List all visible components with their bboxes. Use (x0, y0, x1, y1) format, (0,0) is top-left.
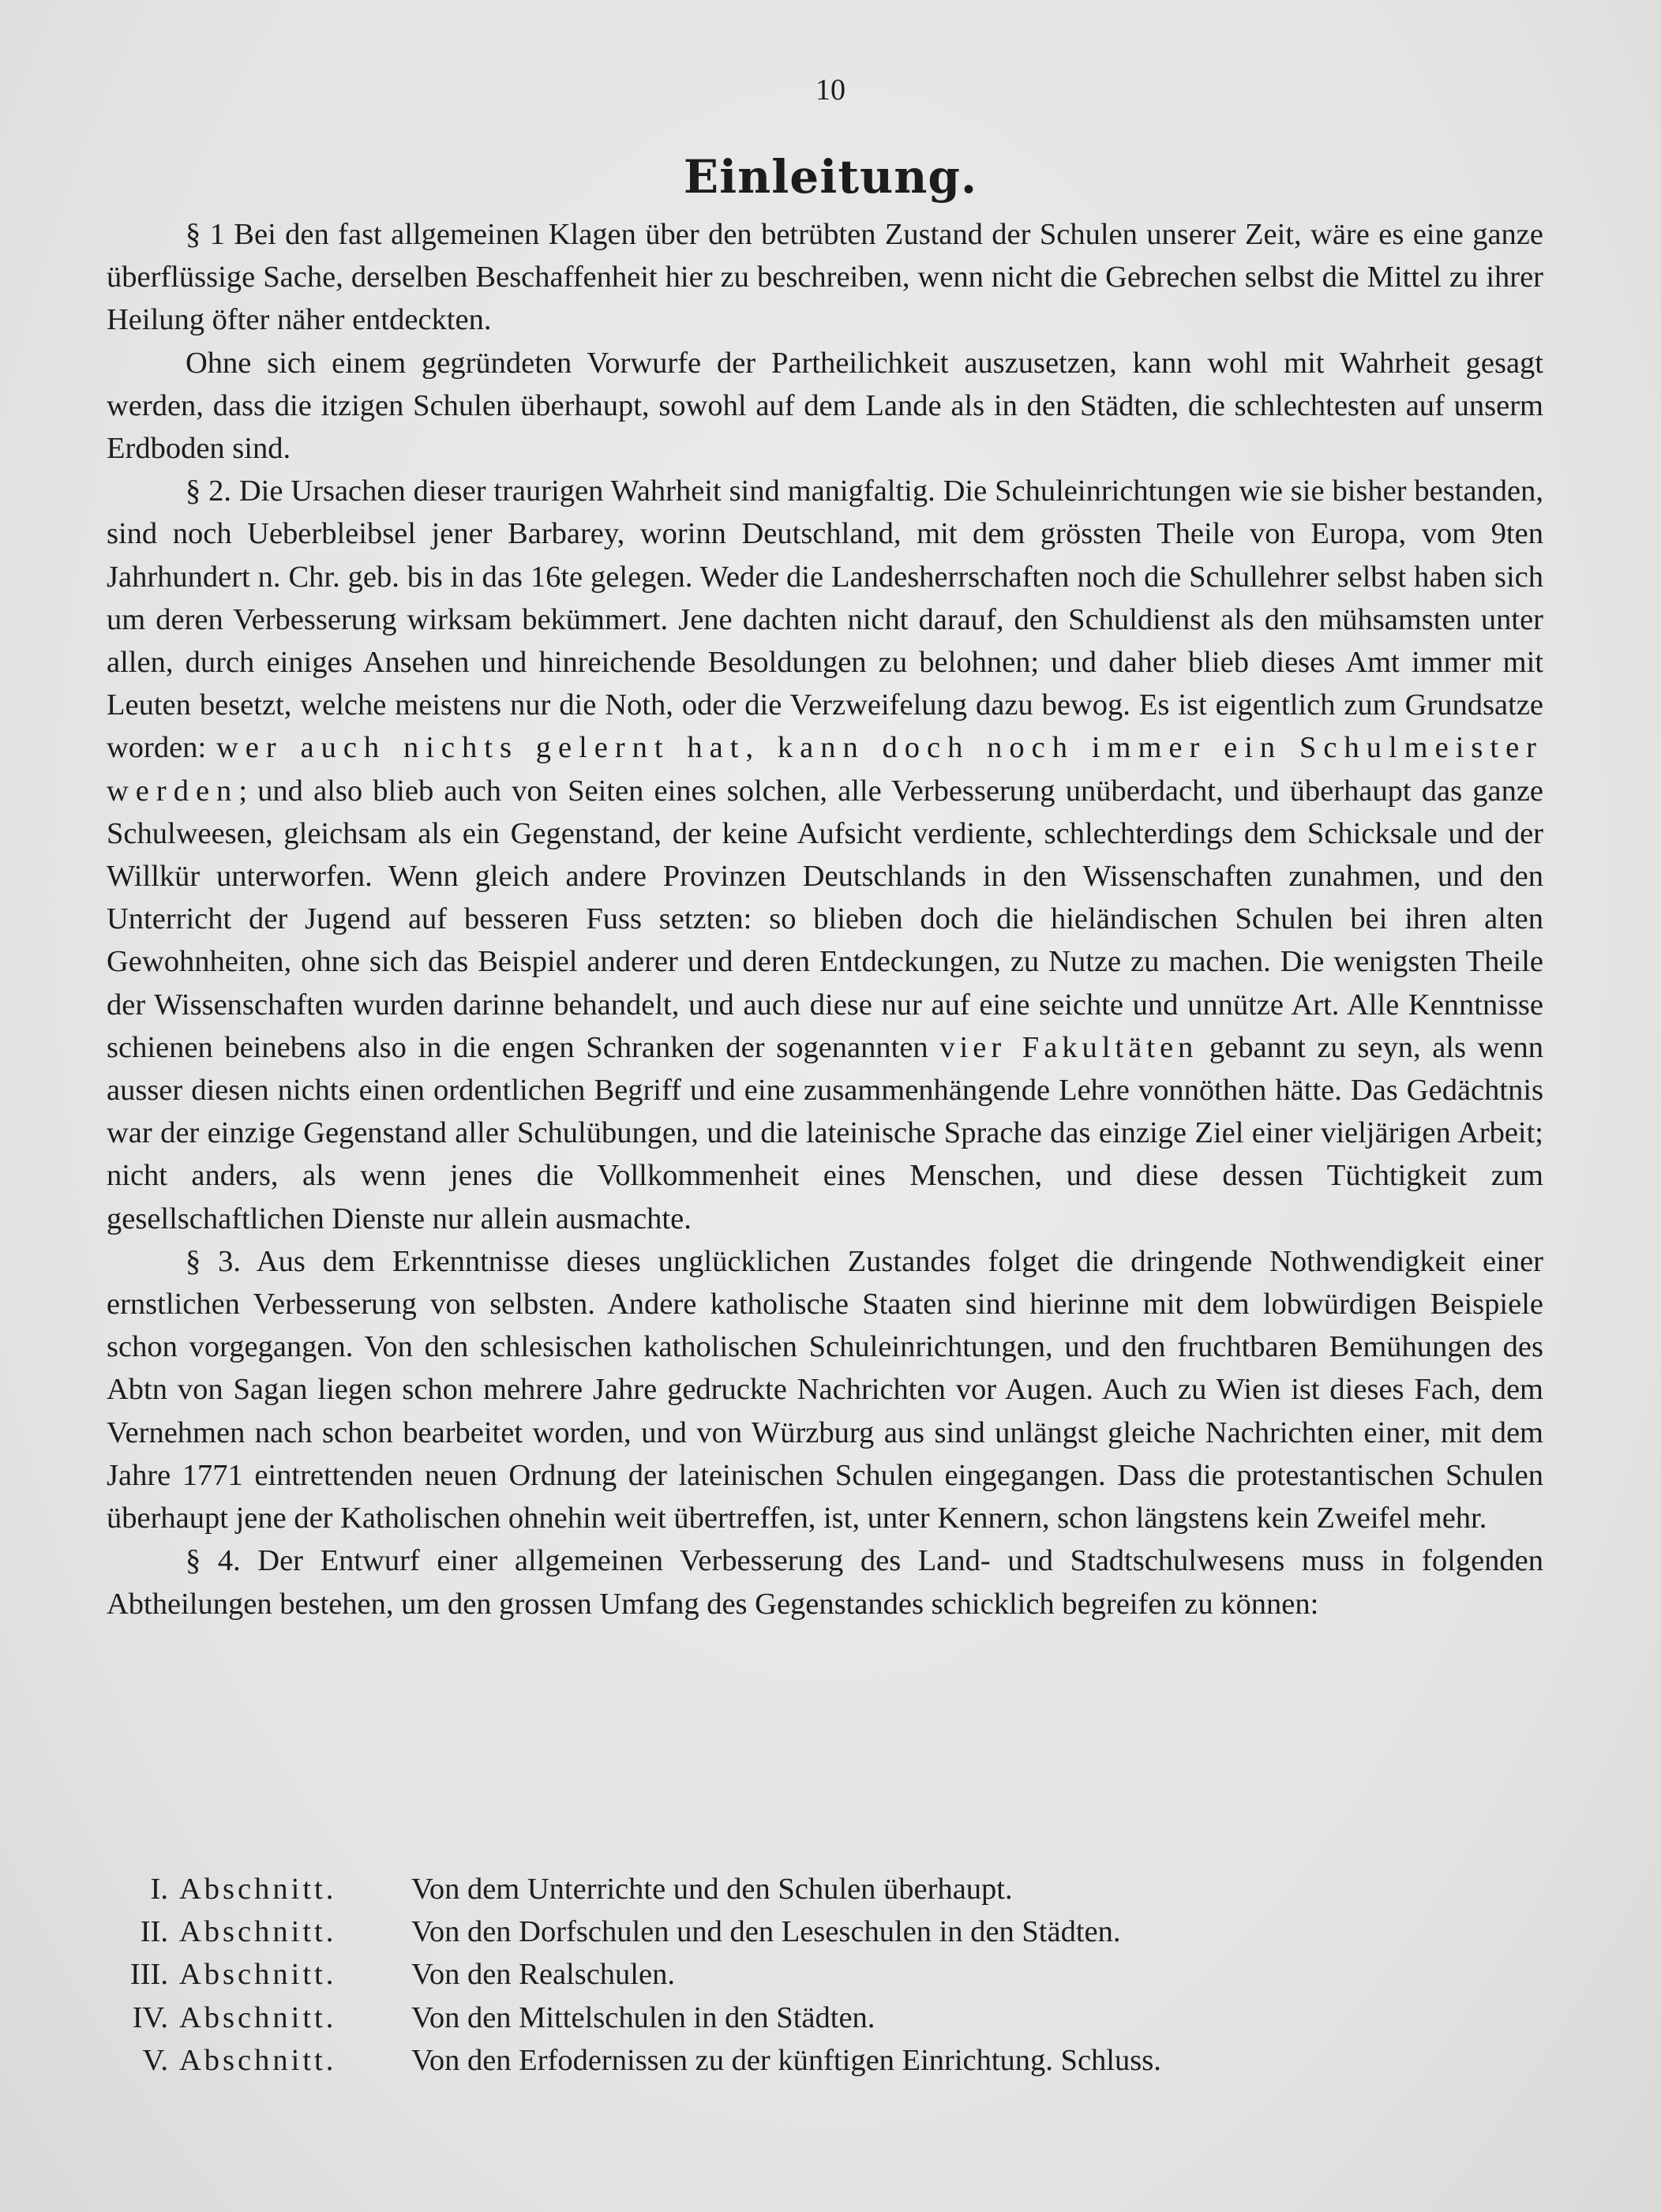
paragraph-text: gebannt zu seyn, als wenn ausser diesen nichts einen ordentlichen Begriff und eine zusammenhängende Lehre vonnöthen hätte. Das Gedächtnis war der einzige Gegenstand aller Schulübungen, und die lateinische Sprache das einzige Ziel einer vieljärigen Arbeit; nicht anders, als wenn jenes die Vollkommenheit eines Menschen, und diese dessen Tüchtigkeit zum gesellschaftlichen Dienste nur allein ausmachte. (107, 1030, 1543, 1235)
paragraph-text: § 3. Aus dem Erkenntnisse dieses unglücklichen Zustandes folget die dringende Nothwendigkeit einer ernstlichen Verbesserung von selbsten. Andere katholische Staaten sind hierinne mit dem lobwürdigen Beispiele schon vorgegangen. Von den schlesischen katholischen Schuleinrichtungen, und den fruchtbaren Bemühungen des Abtn von Sagan liegen schon mehrere Jahre gedruckte Nachrichten vor Augen. Auch zu Wien ist dieses Fach, dem Vernehmen nach schon bearbeitet worden, und von Würzburg aus sind unlängst gleiche Nachrichten einer, mit dem Jahre 1771 eintrettenden neuen Ordnung der lateinischen Schulen eingegangen. Dass die protestantischen Schulen überhaupt jene der Katholischen ohnehin weit übertreffen, ist, unter Kennern, schon längstens kein Zweifel mehr. (107, 1244, 1543, 1535)
section-number: II. (140, 1915, 168, 1949)
body-text (107, 213, 1543, 1625)
section-list-item (107, 2039, 1543, 2082)
paragraph (107, 213, 1543, 342)
paragraph-text: Ohne sich einem gegründeten Vorwurfe der Partheilichkeit auszusetzen, kann wohl mit Wahrheit gesagt werden, dass die itzigen Schulen überhaupt, sowohl auf dem Lande als in den Städten, die schlechtesten auf unserm Erdboden sind. (107, 346, 1543, 466)
section-list-item (107, 1910, 1543, 1953)
section-title: Von den Dorfschulen und den Leseschulen in den Städten. (411, 1915, 1121, 1949)
section-list (107, 1868, 1543, 2082)
page-title: Einleitung. (683, 150, 978, 204)
section-label: Abschnitt. (179, 1873, 337, 1906)
paragraph-text: § 2. Die Ursachen dieser traurigen Wahrheit sind manigfaltig. Die Schuleinrichtungen wie sie bisher bestanden, sind noch Ueberbleibsel jener Barbarey, worinn Deutschland, mit dem grössten Theile von Europa, vom 9ten Jahrhundert n. Chr. geb. bis in das 16te gelegen. Weder die Landesherrschaften noch die Schullehrer selbst haben sich um deren Verbesserung wirksam bekümmert. Jene dachten nicht darauf, den Schuldienst als den mühsamsten unter allen, durch einiges Ansehen und hinreichende Besoldungen zu belohnen; und daher blieb dieses Amt immer mit Leuten besetzt, welche meistens nur die Noth, oder die Verzweifelung dazu bewog. Es ist eigentlich zum Grundsatze worden: (107, 474, 1543, 765)
spaced-emphasis: vier Fakultäten (939, 1030, 1198, 1064)
section-list-item (107, 1996, 1543, 2039)
section-label: Abschnitt. (179, 2000, 337, 2034)
section-number: III. (129, 1958, 168, 1992)
section-title: Von den Erfodernissen zu der künftigen Einrichtung. Schluss. (411, 2043, 1161, 2077)
section-label: Abschnitt. (179, 1958, 337, 1992)
paragraph (107, 1240, 1543, 1539)
spaced-emphasis: wer auch nichts gelernt hat, kann doch noch immer ein Schulmeister werden (107, 731, 1543, 808)
section-number: I. (150, 1873, 168, 1906)
section-label: Abschnitt. (179, 2043, 337, 2077)
section-title: Von dem Unterrichte und den Schulen überhaupt. (411, 1873, 1013, 1906)
paragraph-text: § 4. Der Entwurf einer allgemeinen Verbesserung des Land- und Stadtschulwesens muss in folgenden Abtheilungen bestehen, um den grossen Umfang des Gegenstandes schicklich begreifen zu können: (107, 1544, 1543, 1621)
paragraph-text: § 1 Bei den fast allgemeinen Klagen über den betrübten Zustand der Schulen unserer Zeit, wäre es eine ganze überflüssige Sache, derselben Beschaffenheit hier zu beschreiben, wenn nicht die Gebrechen selbst die Mittel zu ihrer Heilung öfter näher entdeckten. (107, 218, 1543, 337)
section-list-item (107, 1953, 1543, 1996)
section-label: Abschnitt. (179, 1915, 337, 1949)
paragraph (107, 1539, 1543, 1625)
section-title: Von den Realschulen. (411, 1958, 675, 1992)
section-number: IV. (132, 2000, 168, 2034)
paragraph-text: ; und also blieb auch von Seiten eines solchen, alle Verbesserung unüberdacht, und überhaupt das ganze Schulweesen, gleichsam als ein Gegenstand, der keine Aufsicht verdiente, schlechterdings dem Schicksale und der Willkür unterworfen. Wenn gleich andere Provinzen Deutschlands in den Wissenschaften zunahmen, und den Unterricht der Jugend auf besseren Fuss setzten: so blieben doch die hieländischen Schulen bei ihren alten Gewohnheiten, ohne sich das Beispiel anderer und deren Entdeckungen, zu Nutze zu machen. Die wenigsten Theile der Wissenschaften wurden darinne behandelt, und auch diese nur auf eine seichte und unnütze Art. Alle Kenntnisse schienen beinebens also in die engen Schranken der sogenannten (107, 774, 1543, 1064)
section-number: V. (142, 2043, 168, 2077)
section-title: Von den Mittelschulen in den Städten. (411, 2000, 875, 2034)
section-list-item (107, 1868, 1543, 1910)
paragraph (107, 470, 1543, 1240)
page-number: 10 (816, 73, 845, 107)
paragraph (107, 342, 1543, 471)
